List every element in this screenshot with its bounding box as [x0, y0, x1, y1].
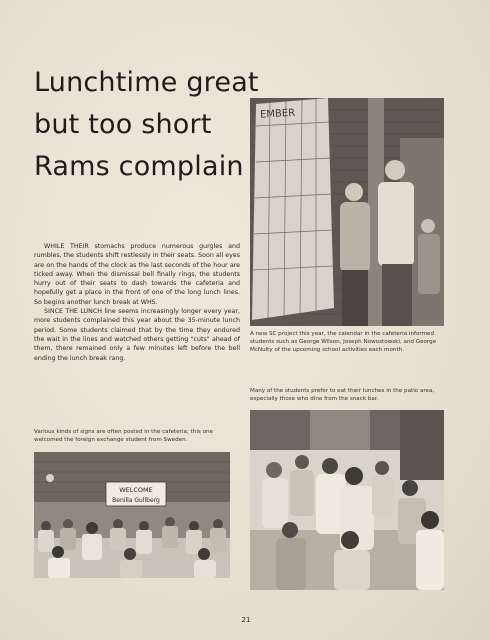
headline-line-1: Lunchtime great [34, 67, 259, 98]
headline-line-2: but too short [34, 109, 212, 140]
calendar-photo [250, 98, 444, 326]
welcome-sign-line-2: Benilla Gullberg [112, 497, 160, 504]
headline-line-3: Rams complain [34, 151, 244, 182]
welcome-sign-line-1: WELCOME [119, 486, 153, 494]
story-text [34, 242, 240, 363]
headline [34, 62, 259, 188]
calendar-caption: A new SC project this year, the calendar in the cafeteria informed students such as George Wilson, Joseph Nowostowski, and George McNulty of the upcoming school activities each month. [250, 331, 437, 353]
signs-caption: Various kinds of signs are often posted in the cafeteria; this one welcomed the foreign exchange student from Sweden. [34, 429, 213, 443]
story-paragraph-2: SINCE THE LUNCH line seems increasingly longer every year, more students complained this year about the 35-minute lunch period. Some students claimed that by the time they endured the wait in the lines and watched others getting "cuts" ahead of them, there remained only a few minutes left before the bell ending the lunch break rang. [34, 308, 240, 362]
cafeteria-photo [34, 452, 230, 578]
page-number: 21 [241, 616, 251, 624]
patio-caption: Many of the students prefer to eat their lunches in the patio area, especially those who dine from the snack bar. [250, 388, 435, 402]
story-paragraph-1: WHILE THEIR stomachs produce numerous gurgles and rumbles, the students shift restlessly in their seats. Soon all eyes are on the hands of the clock as the last seconds of the hour are ticked away. When the dismissal bell finally rings, the students hurry out of their seats to dash towards the cafeteria and hopefully get a place in the front of one of the long lunch lines. So begins another lunch break at WHS. [34, 243, 240, 306]
patio-photo [250, 410, 444, 590]
calendar-banner: EMBER [259, 107, 296, 121]
